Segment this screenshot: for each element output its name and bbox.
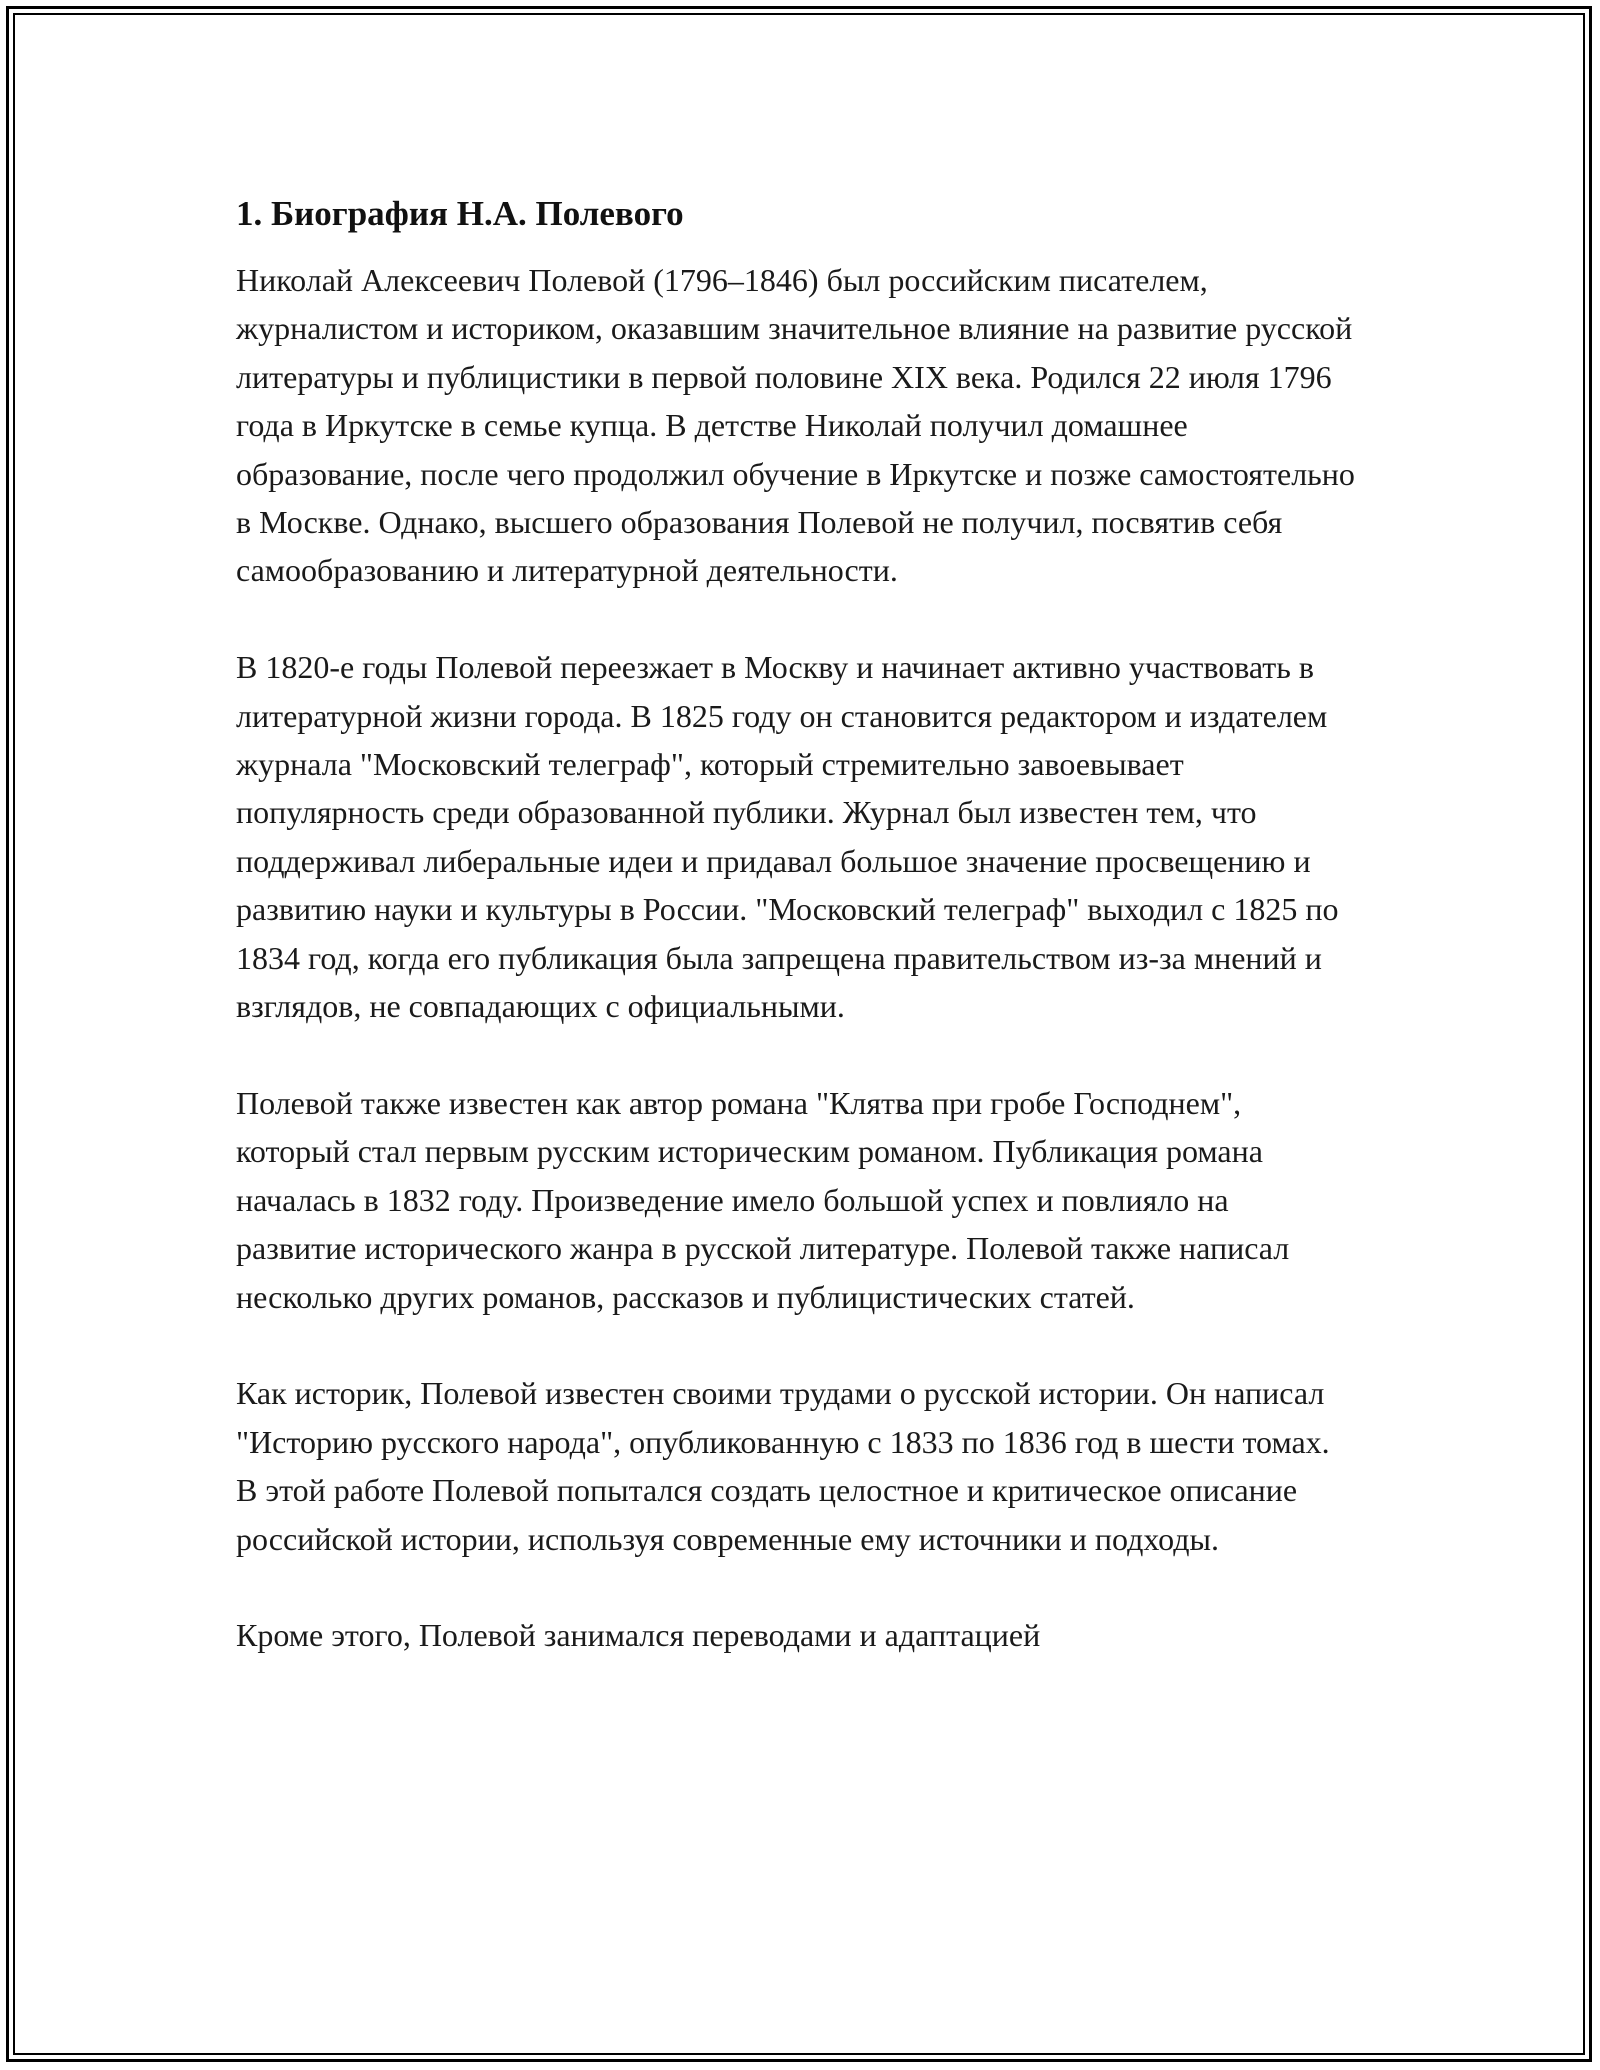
paragraph-translations: Кроме этого, Полевой занимался переводами и адаптацией xyxy=(236,1617,1041,1654)
paragraph-novel: Полевой также известен как автор романа "Клятва при гробе Господнем", который стал первым русским историческим романом. Публикация романа началась в 1832 году. Произведение имело большой успех и повлияло на развитие исторического жанра в русской литературе. Полевой также написал несколько других романов, рассказов и публицистических статей. xyxy=(236,1084,1290,1315)
paragraph-moscow-telegraph: В 1820-е годы Полевой переезжает в Москву и начинает активно участвовать в литературной жизни города. В 1825 году он становится редактором и издателем журнала "Московский телеграф", который стремительно завоевывает популярность среди образованной публики. Журнал был известен тем, что поддерживал либеральные идеи и придавал большое значение просвещению и развитию науки и культуры в России. "Московский телеграф" выходил с 1825 по 1834 год, когда его публикация была запрещена правительством из-за мнений и взглядов, не совпадающих с официальными. xyxy=(236,649,1339,1025)
document-body xyxy=(236,186,1356,1708)
section-heading: 1. Биография Н.А. Полевого xyxy=(236,194,684,233)
paragraph-historian: Как историк, Полевой известен своими трудами о русской истории. Он написал "Историю русского народа", опубликованную с 1833 по 1836 год в шести томах. В этой работе Полевой попытался создать целостное и критическое описание российской истории, используя современные ему источники и подходы. xyxy=(236,1375,1330,1557)
paragraph-biography-intro: Николай Алексеевич Полевой (1796–1846) был российским писателем, журналистом и историком, оказавшим значительное влияние на развитие русской литературы и публицистики в первой половине XIX века. Родился 22 июля 1796 года в Иркутске в семье купца. В детстве Николай получил домашнее образование, после чего продолжил обучение в Иркутске и позже самостоятельно в Москве. Однако, высшего образования Полевой не получил, посвятив себя самообразованию и литературной деятельности. xyxy=(236,262,1355,589)
